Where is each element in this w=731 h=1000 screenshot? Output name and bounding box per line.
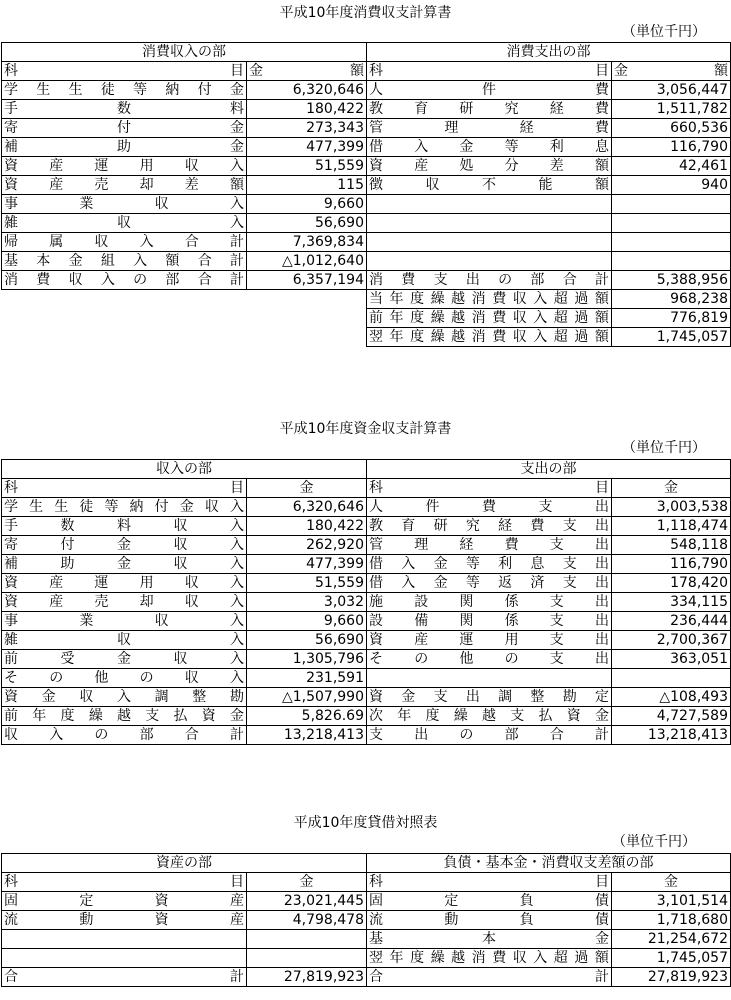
income-item-label: 手 数 料 (2, 100, 247, 119)
table-row (2, 81, 731, 100)
cash-expense-value: 3,003,538 (612, 498, 731, 517)
cash-income-label: 手 数 料 収 入 (2, 517, 247, 536)
balance-subject-header-left: 科 目 (2, 873, 247, 892)
expense-item-value: 116,790 (612, 138, 731, 157)
table-row (367, 290, 731, 309)
expense-item-label: 徴 収 不 能 額 (367, 176, 612, 195)
cash-income-value: 13,218,413 (247, 726, 367, 745)
asset-value (247, 930, 367, 949)
cash-income-value: 5,826.69 (247, 707, 367, 726)
table-row (2, 214, 731, 233)
table-row (2, 593, 731, 612)
cash-expense-label: 支 出 の 部 合 計 (367, 726, 612, 745)
income-item-value: 477,399 (247, 138, 367, 157)
cash-expense-value: 363,051 (612, 650, 731, 669)
cash-expense-value: △108,493 (612, 688, 731, 707)
table-row (2, 271, 731, 290)
income-statement-table (1, 42, 731, 290)
cash-expense-label (367, 669, 612, 688)
cash-income-value: 231,591 (247, 669, 367, 688)
income-statement-title: 平成10年度消費収支計算書 (279, 5, 452, 21)
cash-statement-table (1, 459, 731, 745)
cash-income-value: 9,660 (247, 612, 367, 631)
cash-income-value: 6,320,646 (247, 498, 367, 517)
cash-unit-label: （単位千円） (622, 440, 706, 456)
asset-label (2, 930, 247, 949)
cash-right-header: 支出の部 (367, 460, 731, 479)
cash-income-label: 雑 収 入 (2, 631, 247, 650)
cash-expense-value: 13,218,413 (612, 726, 731, 745)
cash-income-value: 56,690 (247, 631, 367, 650)
balance-total-label-left: 合 計 (2, 968, 247, 987)
table-row (367, 328, 731, 347)
carryover-value: 776,819 (612, 309, 731, 328)
balance-total-label-right: 合 計 (367, 968, 612, 987)
asset-value: 4,798,478 (247, 911, 367, 930)
expense-item-label: 教 育 研 究 経 費 (367, 100, 612, 119)
carryover-label: 翌 年 度 繰 越 消 費 収 入 超 過 額 (367, 328, 612, 347)
cash-expense-label: 施 設 関 係 支 出 (367, 593, 612, 612)
cash-income-label: 資 産 運 用 収 入 (2, 574, 247, 593)
income-item-label: 雑 収 入 (2, 214, 247, 233)
expense-item-value: 940 (612, 176, 731, 195)
liability-label: 翌 年 度 繰 越 消 費 収 入 超 過 額 (367, 949, 612, 968)
cash-expense-value: 334,115 (612, 593, 731, 612)
expense-item-label: 管 理 経 費 (367, 119, 612, 138)
expense-item-value: 5,388,956 (612, 271, 731, 290)
cash-expense-label: 借 入 金 等 返 済 支 出 (367, 574, 612, 593)
asset-label: 固 定 資 産 (2, 892, 247, 911)
table-row (2, 233, 731, 252)
expense-item-label: 借 入 金 等 利 息 (367, 138, 612, 157)
cash-expense-label: 設 備 関 係 支 出 (367, 612, 612, 631)
cash-left-header: 収入の部 (2, 460, 367, 479)
balance-sheet-table (1, 853, 731, 987)
balance-unit-label: （単位千円） (612, 834, 696, 850)
expense-item-value: 42,461 (612, 157, 731, 176)
asset-label (2, 949, 247, 968)
income-item-label: 寄 付 金 (2, 119, 247, 138)
cash-expense-label: 資 産 運 用 支 出 (367, 631, 612, 650)
income-item-value: 7,369,834 (247, 233, 367, 252)
cash-expense-value: 178,420 (612, 574, 731, 593)
cash-expense-value: 236,444 (612, 612, 731, 631)
table-row (2, 726, 731, 745)
cash-income-value: 180,422 (247, 517, 367, 536)
table-row (2, 631, 731, 650)
cash-income-value: 1,305,796 (247, 650, 367, 669)
income-item-label: 補 助 金 (2, 138, 247, 157)
table-row (2, 650, 731, 669)
cash-income-label: 事 業 収 入 (2, 612, 247, 631)
balance-total-value-right: 27,819,923 (612, 968, 731, 987)
balance-amount-header-right: 金 (612, 873, 731, 892)
table-row (2, 176, 731, 195)
cash-statement-title: 平成10年度資金収支計算書 (279, 421, 452, 437)
income-item-value: 115 (247, 176, 367, 195)
expense-item-value: 3,056,447 (612, 81, 731, 100)
table-row (2, 119, 731, 138)
cash-income-label: 学 生 生 徒 等 納 付 金 収 入 (2, 498, 247, 517)
cash-expense-value (612, 669, 731, 688)
income-item-value: 9,660 (247, 195, 367, 214)
cash-income-value: 3,032 (247, 593, 367, 612)
cash-expense-label: 借 入 金 等 利 息 支 出 (367, 555, 612, 574)
cash-income-value: △1,507,990 (247, 688, 367, 707)
income-item-label: 帰 属 収 入 合 計 (2, 233, 247, 252)
income-left-header: 消費収入の部 (2, 43, 367, 62)
income-carryover-table (366, 289, 731, 347)
table-row (2, 555, 731, 574)
cash-income-label: 寄 付 金 収 入 (2, 536, 247, 555)
cash-expense-label: そ の 他 の 支 出 (367, 650, 612, 669)
expense-item-value (612, 252, 731, 271)
income-item-value: 273,343 (247, 119, 367, 138)
balance-amount-header-left: 金 (247, 873, 367, 892)
cash-income-label: 資 金 収 入 調 整 勘 (2, 688, 247, 707)
expense-item-label (367, 195, 612, 214)
table-row (2, 669, 731, 688)
cash-income-label: 前 年 度 繰 越 支 払 資 金 (2, 707, 247, 726)
cash-expense-label: 人 件 費 支 出 (367, 498, 612, 517)
table-row (2, 517, 731, 536)
cash-income-label: 補 助 金 収 入 (2, 555, 247, 574)
cash-income-value: 262,920 (247, 536, 367, 555)
balance-sheet-title: 平成10年度貸借対照表 (293, 815, 438, 831)
table-row (367, 309, 731, 328)
balance-total-value-left: 27,819,923 (247, 968, 367, 987)
cash-expense-label: 教 育 研 究 経 費 支 出 (367, 517, 612, 536)
cash-amount-header-left: 金 (247, 479, 367, 498)
expense-item-value (612, 195, 731, 214)
cash-income-label: 資 産 売 却 収 入 (2, 593, 247, 612)
cash-expense-label: 管 理 経 費 支 出 (367, 536, 612, 555)
liability-value: 1,718,680 (612, 911, 731, 930)
subject-header-right: 科 目 (367, 62, 612, 81)
amount-header-right: 金 額 (612, 62, 731, 81)
table-row (2, 100, 731, 119)
cash-amount-header-right: 金 (612, 479, 731, 498)
income-item-value: 6,357,194 (247, 271, 367, 290)
liability-value: 21,254,672 (612, 930, 731, 949)
asset-label: 流 動 資 産 (2, 911, 247, 930)
cash-income-value: 51,559 (247, 574, 367, 593)
cash-expense-label: 次 年 度 繰 越 支 払 資 金 (367, 707, 612, 726)
liability-label: 基 本 金 (367, 930, 612, 949)
expense-item-value (612, 214, 731, 233)
carryover-value: 968,238 (612, 290, 731, 309)
liability-value: 3,101,514 (612, 892, 731, 911)
table-row (2, 707, 731, 726)
asset-value (247, 949, 367, 968)
income-item-value: △1,012,640 (247, 252, 367, 271)
income-item-label: 学 生 生 徒 等 納 付 金 (2, 81, 247, 100)
table-row (2, 911, 731, 930)
balance-right-header: 負債・基本金・消費収支差額の部 (367, 854, 731, 873)
expense-item-label (367, 252, 612, 271)
liability-value: 1,745,057 (612, 949, 731, 968)
table-row (2, 195, 731, 214)
expense-item-label: 人 件 費 (367, 81, 612, 100)
cash-subject-header-right: 科 目 (367, 479, 612, 498)
cash-expense-label: 資 金 支 出 調 整 勘 定 (367, 688, 612, 707)
expense-item-value: 660,536 (612, 119, 731, 138)
amount-header-left: 金 額 (247, 62, 367, 81)
table-row (2, 949, 731, 968)
income-right-header: 消費支出の部 (367, 43, 731, 62)
expense-item-label (367, 233, 612, 252)
income-item-label: 事 業 収 入 (2, 195, 247, 214)
carryover-value: 1,745,057 (612, 328, 731, 347)
income-item-label: 基 本 金 組 入 額 合 計 (2, 252, 247, 271)
income-item-value: 180,422 (247, 100, 367, 119)
expense-item-value: 1,511,782 (612, 100, 731, 119)
income-item-label: 消 費 収 入 の 部 合 計 (2, 271, 247, 290)
table-row (2, 157, 731, 176)
carryover-label: 当 年 度 繰 越 消 費 収 入 超 過 額 (367, 290, 612, 309)
cash-expense-value: 548,118 (612, 536, 731, 555)
income-item-value: 51,559 (247, 157, 367, 176)
cash-income-label: そ の 他 の 収 入 (2, 669, 247, 688)
expense-item-label: 消 費 支 出 の 部 合 計 (367, 271, 612, 290)
expense-item-label (367, 214, 612, 233)
income-item-value: 56,690 (247, 214, 367, 233)
liability-label: 流 動 負 債 (367, 911, 612, 930)
income-item-label: 資 産 売 却 差 額 (2, 176, 247, 195)
table-row (2, 138, 731, 157)
balance-left-header: 資産の部 (2, 854, 367, 873)
table-row (2, 498, 731, 517)
table-row (2, 536, 731, 555)
carryover-label: 前 年 度 繰 越 消 費 収 入 超 過 額 (367, 309, 612, 328)
cash-subject-header-left: 科 目 (2, 479, 247, 498)
income-item-value: 6,320,646 (247, 81, 367, 100)
income-unit-label: （単位千円） (622, 24, 706, 40)
table-row (2, 892, 731, 911)
balance-subject-header-right: 科 目 (367, 873, 612, 892)
cash-expense-value: 4,727,589 (612, 707, 731, 726)
cash-income-label: 前 受 金 収 入 (2, 650, 247, 669)
cash-expense-value: 116,790 (612, 555, 731, 574)
table-row (2, 688, 731, 707)
asset-value: 23,021,445 (247, 892, 367, 911)
cash-income-label: 収 入 の 部 合 計 (2, 726, 247, 745)
expense-item-value (612, 233, 731, 252)
table-row (2, 574, 731, 593)
cash-income-value: 477,399 (247, 555, 367, 574)
cash-expense-value: 1,118,474 (612, 517, 731, 536)
income-item-label: 資 産 運 用 収 入 (2, 157, 247, 176)
table-row (2, 930, 731, 949)
table-row (2, 612, 731, 631)
expense-item-label: 資 産 処 分 差 額 (367, 157, 612, 176)
table-row (2, 252, 731, 271)
cash-expense-value: 2,700,367 (612, 631, 731, 650)
liability-label: 固 定 負 債 (367, 892, 612, 911)
subject-header-left: 科 目 (2, 62, 247, 81)
